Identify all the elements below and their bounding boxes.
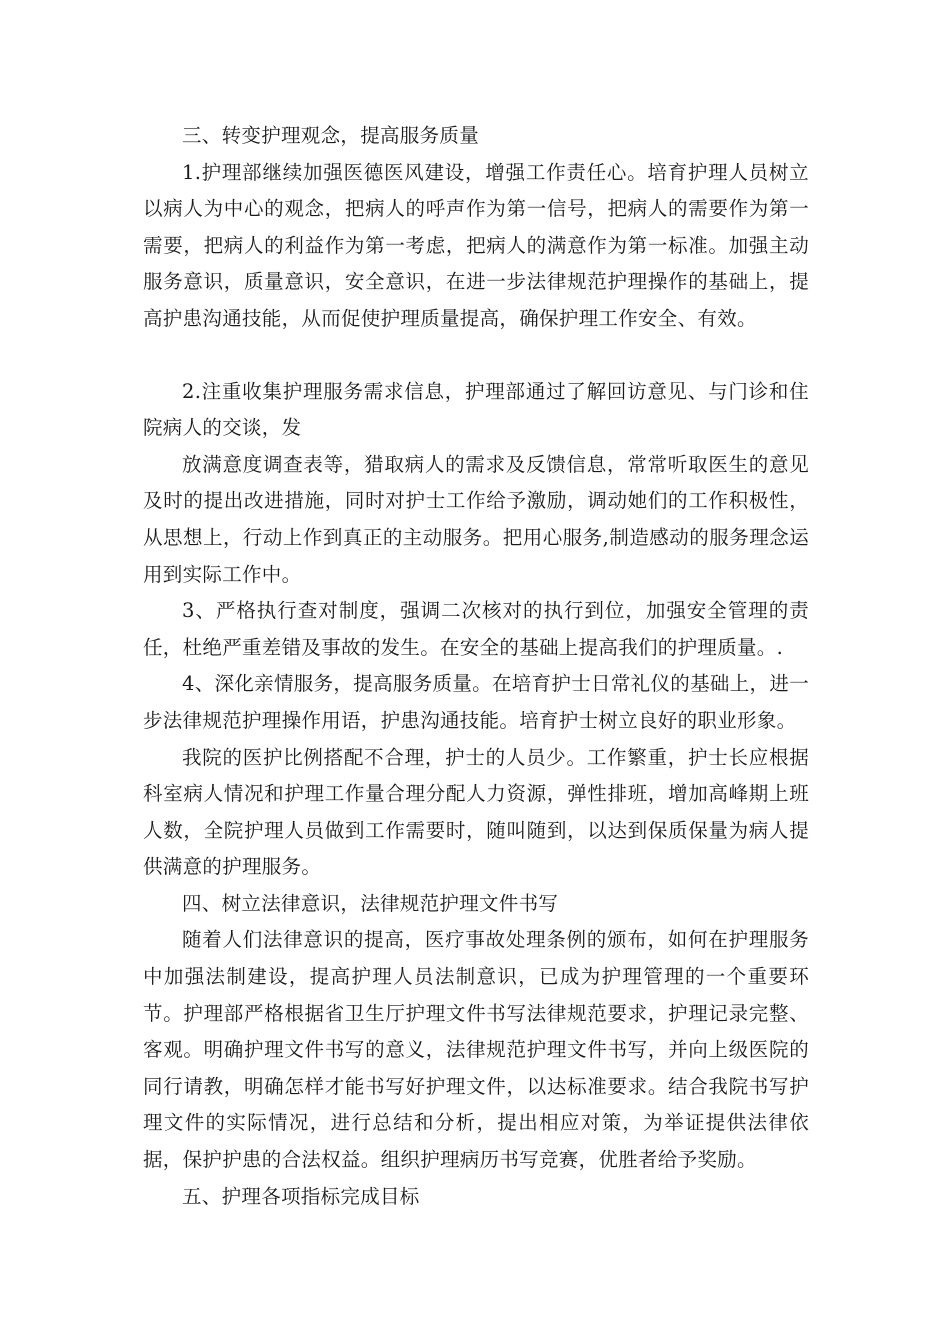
section-heading-4: 四、树立法律意识，法律规范护理文件书写 (182, 891, 559, 915)
paragraph-3: 3、严格执行查对制度，强调二次核对的执行到位，加强安全管理的责任，杜绝严重差错及事故的发生。在安全的基础上提高我们的护理质量。. (143, 599, 809, 659)
section-heading-5: 五、护理各项指标完成目标 (182, 1184, 420, 1208)
document-page (143, 118, 809, 1215)
paragraph-staffing: 我院的医护比例搭配不合理，护士的人员少。工作繁重，护士长应根据科室病人情况和护理工作量合理分配人力资源，弹性排班，增加高峰期上班人数，全院护理人员做到工作需要时，随叫随到，以达到保质保量为病人提供满意的护理服务。 (143, 745, 809, 879)
paragraph-1: 1.护理部继续加强医德医风建设，增强工作责任心。培育护理人员树立以病人为中心的观念，把病人的呼声作为第一信号，把病人的需要作为第一需要，把病人的利益作为第一考虑，把病人的满意作为第一标准。加强主动服务意识，质量意识，安全意识，在进一步法律规范护理操作的基础上，提高护患沟通技能，从而促使护理质量提高，确保护理工作安全、有效。 (143, 160, 809, 330)
paragraph-2-continued: 放满意度调查表等，猎取病人的需求及反馈信息，常常听取医生的意见及时的提出改进措施，同时对护士工作给予激励，调动她们的工作积极性，从思想上，行动上作到真正的主动服务。把用心服务,制造感动的服务理念运用到实际工作中。 (143, 452, 809, 586)
paragraph-legal: 随着人们法律意识的提高，医疗事故处理条例的颁布，如何在护理服务中加强法制建设，提高护理人员法制意识，已成为护理管理的一个重要环节。护理部严格根据省卫生厅护理文件书写法律规范要求，护理记录完整、客观。明确护理文件书写的意义，法律规范护理文件书写，并向上级医院的同行请教，明确怎样才能书写好护理文件，以达标准要求。结合我院书写护理文件的实际情况，进行总结和分析，提出相应对策，为举证提供法律依据，保护护患的合法权益。组织护理病历书写竞赛，优胜者给予奖励。 (143, 928, 809, 1172)
paragraph-4: 4、深化亲情服务，提高服务质量。在培育护士日常礼仪的基础上，进一步法律规范护理操作用语，护患沟通技能。培育护士树立良好的职业形象。 (143, 672, 809, 732)
section-heading-3: 三、转变护理观念，提高服务质量 (182, 124, 480, 147)
paragraph-2: 2.注重收集护理服务需求信息，护理部通过了解回访意见、与门诊和住院病人的交谈，发 (143, 379, 809, 440)
